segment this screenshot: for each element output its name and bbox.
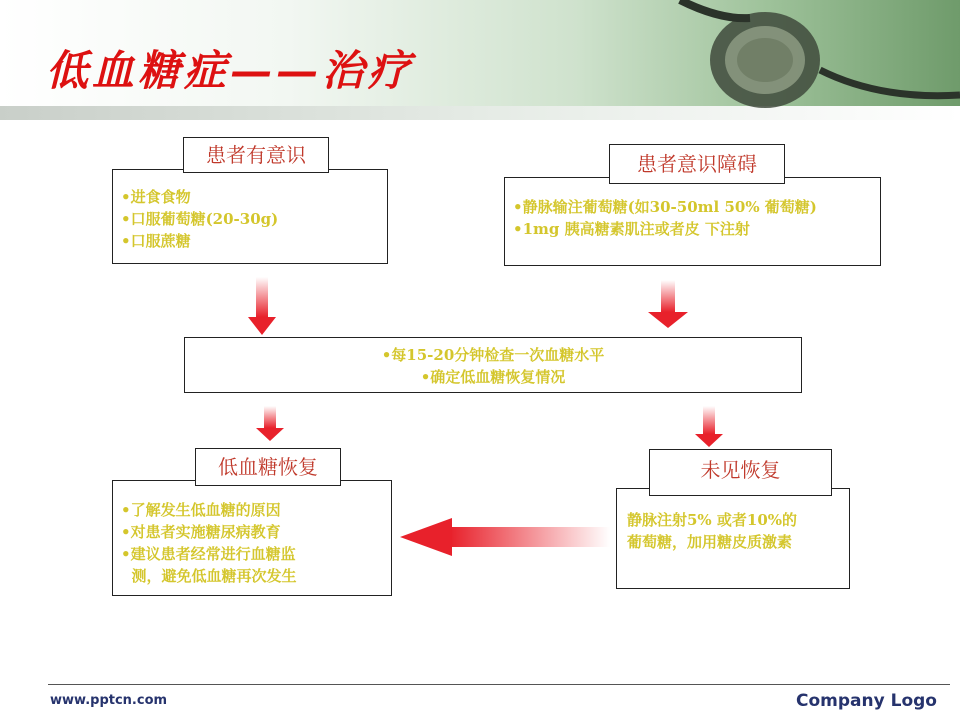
conscious-box bbox=[112, 169, 388, 264]
not-recovered-item: 葡萄糖，加用糖皮质激素 bbox=[627, 533, 793, 551]
recovered-item: 测，避免低血糖再次发生 bbox=[121, 567, 297, 585]
not-recovered-box bbox=[616, 488, 850, 589]
recovered-item: •建议患者经常进行血糖监 bbox=[121, 545, 296, 563]
conscious-item: •口服葡萄糖(20-30g) bbox=[121, 210, 279, 228]
arrow-down-icon bbox=[256, 406, 284, 442]
recovered-label: 低血糖恢复 bbox=[195, 448, 341, 486]
unconscious-item: •静脉输注葡萄糖(如30-50ml 50% 葡萄糖) bbox=[513, 198, 817, 216]
footer-divider bbox=[48, 684, 950, 685]
page-title: 低血糖症——治疗 bbox=[46, 46, 415, 95]
footer-url: www.pptcn.com bbox=[50, 693, 168, 708]
company-logo: Company Logo bbox=[796, 691, 937, 711]
unconscious-label: 患者意识障碍 bbox=[609, 144, 785, 184]
unconscious-item: •1mg 胰高糖素肌注或者皮 下注射 bbox=[513, 220, 750, 238]
monitor-item: •每15-20分钟检查一次血糖水平 bbox=[381, 346, 605, 364]
recovered-item: •对患者实施糖尿病教育 bbox=[121, 523, 281, 541]
conscious-item: •进食食物 bbox=[121, 188, 191, 206]
not-recovered-label: 未见恢复 bbox=[649, 449, 832, 496]
conscious-item: •口服蔗糖 bbox=[121, 232, 191, 250]
not-recovered-item: 静脉注射5% 或者10%的 bbox=[627, 511, 798, 529]
arrow-left-icon bbox=[400, 518, 610, 556]
conscious-label: 患者有意识 bbox=[183, 137, 329, 173]
arrow-down-icon bbox=[248, 277, 276, 337]
arrow-down-icon bbox=[695, 406, 723, 448]
stethoscope-icon bbox=[660, 0, 960, 110]
monitor-box bbox=[184, 337, 802, 393]
arrow-down-icon bbox=[648, 280, 688, 330]
monitor-item: •确定低血糖恢复情况 bbox=[420, 368, 566, 386]
recovered-box bbox=[112, 480, 392, 596]
recovered-item: •了解发生低血糖的原因 bbox=[121, 501, 281, 519]
unconscious-box bbox=[504, 177, 881, 266]
